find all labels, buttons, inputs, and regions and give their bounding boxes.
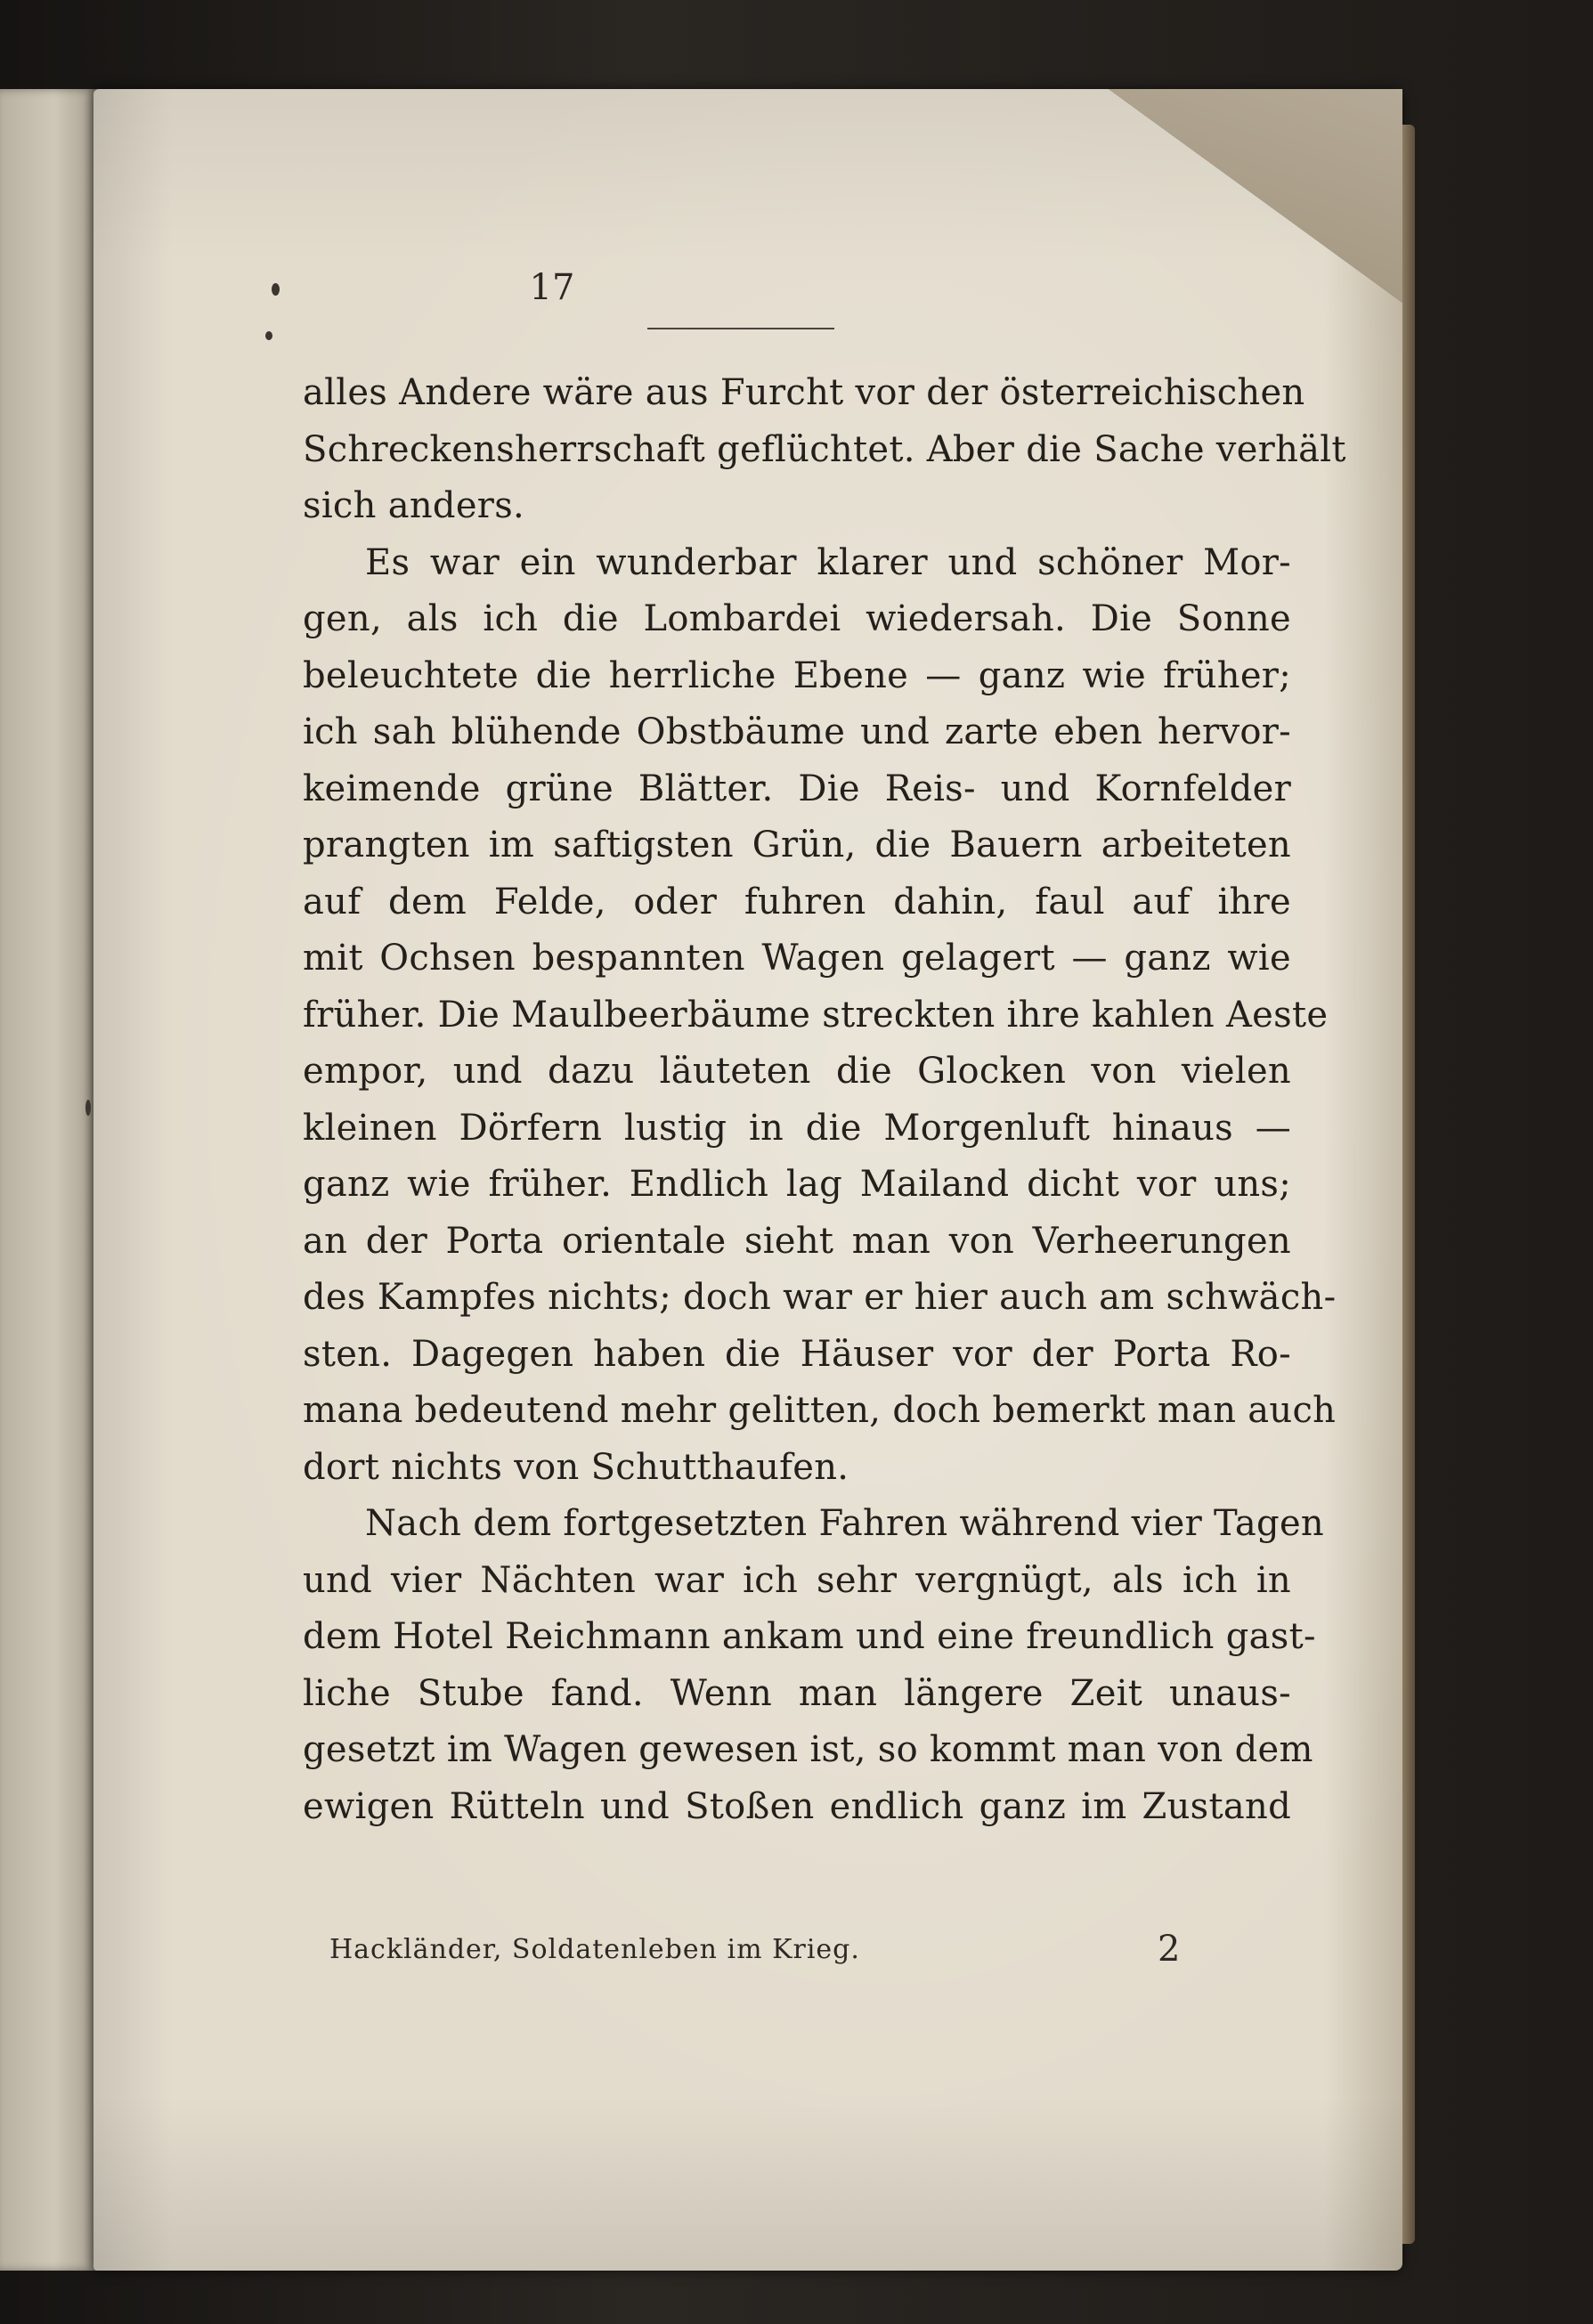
text-line: beleuchtete die herrliche Ebene — ganz wie früher; — [303, 654, 1291, 696]
text-line: Nach dem fortgesetzten Fahren während vier Tagen — [365, 1503, 1324, 1544]
text-line: dort nichts von Schutthaufen. — [303, 1446, 849, 1488]
text-line: sich anders. — [303, 485, 525, 526]
text-line: Schreckensherrschaft geflüchtet. Aber die Sache verhält — [303, 428, 1346, 470]
page-edge-shadow — [1402, 125, 1415, 2244]
text-line: ganz wie früher. Endlich lag Mailand dicht vor uns; — [303, 1164, 1291, 1205]
ink-speck — [265, 331, 272, 340]
page-footer — [329, 1929, 1318, 1979]
text-line: und vier Nächten war ich sehr vergnügt, als ich in — [303, 1559, 1291, 1601]
text-line: alles Andere wäre aus Furcht vor der österreichischen — [303, 372, 1305, 413]
text-line: sten. Dagegen haben die Häuser vor der Porta Ro- — [303, 1333, 1291, 1375]
header-rule — [647, 328, 834, 329]
ink-speck — [272, 283, 280, 296]
text-line: ich sah blühende Obstbäume und zarte eben hervor- — [303, 711, 1291, 752]
text-line: gen, als ich die Lombardei wiedersah. Die Sonne — [303, 598, 1291, 639]
text-line: ewigen Rütteln und Stoßen endlich ganz im Zustand — [303, 1785, 1291, 1827]
text-line: kleinen Dörfern lustig in die Morgenluft hinaus — — [303, 1107, 1291, 1149]
text-line: liche Stube fand. Wenn man längere Zeit unaus- — [303, 1672, 1291, 1714]
text-line: dem Hotel Reichmann ankam und eine freundlich gast- — [303, 1616, 1316, 1657]
text-line: keimende grüne Blätter. Die Reis- und Kornfelder — [303, 768, 1291, 809]
footer-signature: Hackländer, Soldatenleben im Krieg. — [329, 1934, 860, 1965]
text-line: früher. Die Maulbeerbäume streckten ihre kahlen Aeste — [303, 994, 1329, 1036]
left-page-edge — [0, 89, 98, 2271]
page-number: 17 — [529, 267, 575, 308]
text-line: gesetzt im Wagen gewesen ist, so kommt man von dem — [303, 1729, 1313, 1770]
text-line: auf dem Felde, oder fuhren dahin, faul auf ihre — [303, 881, 1291, 922]
text-line: empor, und dazu läuteten die Glocken von vielen — [303, 1051, 1291, 1092]
text-line: prangten im saftigsten Grün, die Bauern arbeiteten — [303, 825, 1291, 865]
text-line: mana bedeutend mehr gelitten, doch bemerkt man auch — [303, 1390, 1337, 1431]
body-text — [303, 365, 1346, 1835]
text-line: mit Ochsen bespannten Wagen gelagert — ganz wie — [303, 938, 1291, 979]
text-line: Es war ein wunderbar klarer und schöner Mor- — [365, 541, 1291, 583]
ink-speck — [85, 1100, 91, 1116]
text-line: an der Porta orientale sieht man von Verheerungen — [303, 1220, 1291, 1262]
text-line: des Kampfes nichts; doch war er hier auch am schwäch- — [303, 1277, 1337, 1318]
footer-sheet-number: 2 — [1158, 1929, 1181, 1970]
